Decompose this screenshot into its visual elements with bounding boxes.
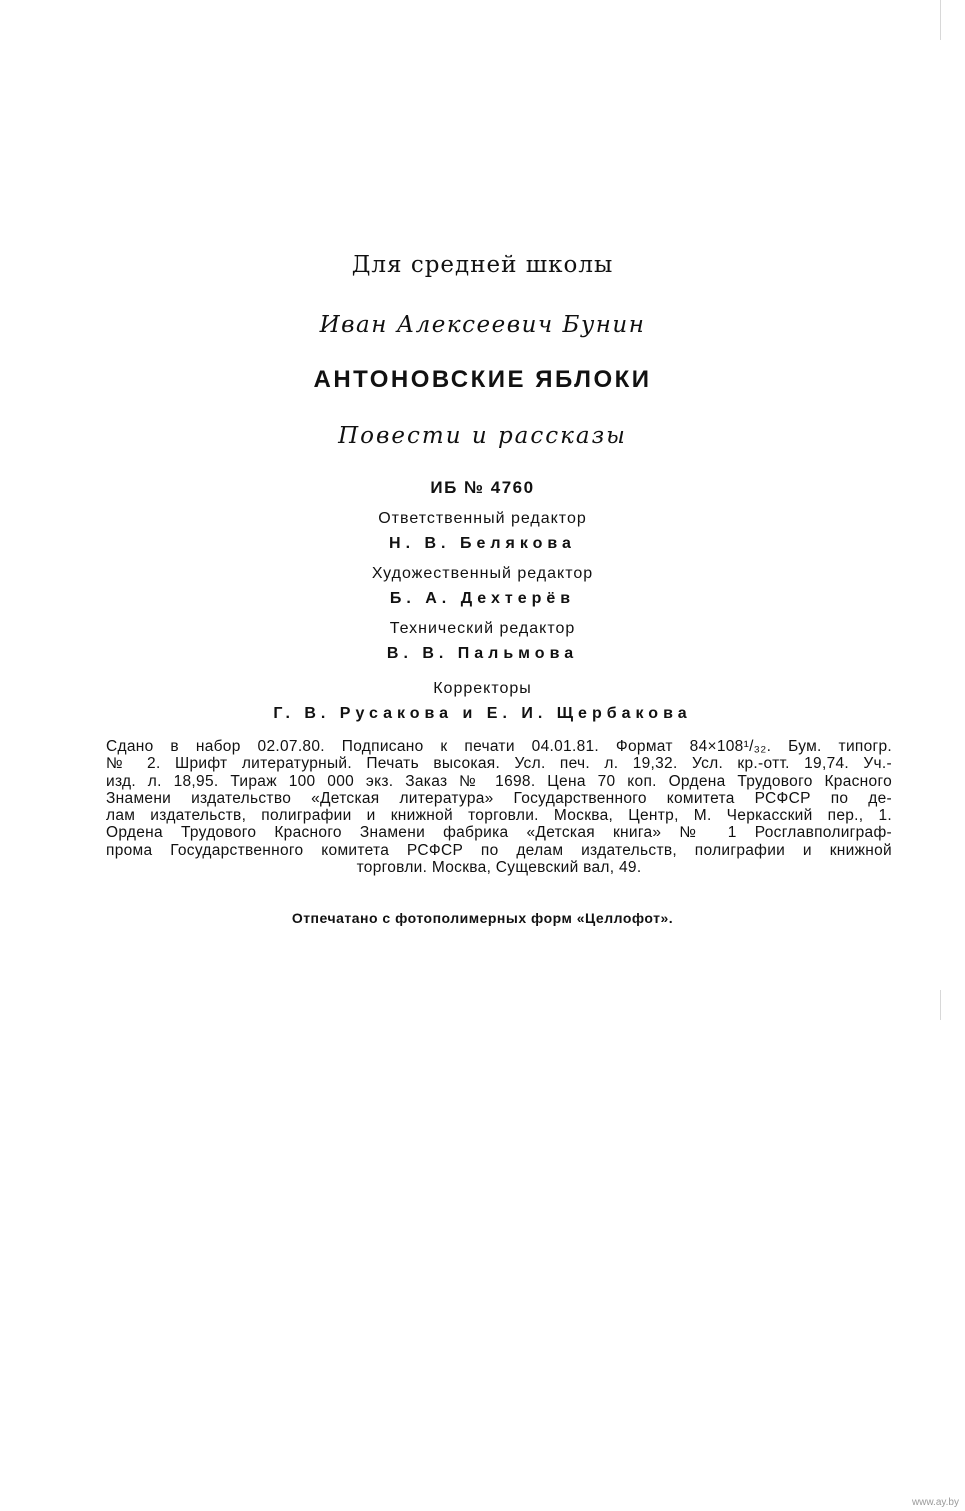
page-edge-mark (940, 0, 941, 40)
responsible-editor-label: Ответственный редактор (378, 510, 587, 527)
page-edge-mark (940, 990, 941, 1020)
author-name: Иван Алексеевич Бунин (319, 312, 646, 338)
printing-note: Отпечатано с фотополимерных форм «Целлофот». (291, 910, 674, 926)
art-editor-name: Б. А. Дехтерёв (389, 590, 576, 607)
imprint-line: прома Государственного комитета РСФСР по делам издательств, полиграфии и книжной (106, 841, 892, 859)
ib-number: ИБ № 4760 (430, 478, 535, 497)
book-subtitle: Повести и рассказы (338, 423, 627, 449)
responsible-editor-name: Н. В. Белякова (389, 535, 576, 552)
imprint-block (106, 738, 892, 876)
imprint-line: Сдано в набор 02.07.80. Подписано к печати 04.01.81. Формат 84×108¹/₃₂. Бум. типогр. (106, 738, 892, 755)
book-title: АНТОНОВСКИЕ ЯБЛОКИ (313, 366, 652, 393)
imprint-line: Знамени издательство «Детская литература» Государственного комитета РСФСР по де- (106, 789, 892, 807)
imprint-line: лам издательств, полиграфии и книжной торговли. Москва, Центр, М. Черкасский пер., 1. (106, 807, 892, 825)
imprint-line: изд. л. 18,95. Тираж 100 000 экз. Заказ № 1698. Цена 70 коп. Ордена Трудового Красного (106, 772, 892, 790)
proofreaders-names: Г. В. Русакова и Е. И. Щербакова (273, 705, 692, 722)
art-editor-label: Художественный редактор (371, 565, 594, 582)
proofreaders-label: Корректоры (433, 680, 532, 697)
imprint-line: Ордена Трудового Красного Знамени фабрика «Детская книга» № 1 Росглавполиграф- (106, 824, 892, 842)
series-line: Для средней школы (351, 252, 614, 278)
imprint-line: торговли. Москва, Сущевский вал, 49. (356, 859, 642, 877)
source-watermark: www.ay.by (911, 1497, 959, 1508)
technical-editor-label: Технический редактор (389, 620, 576, 637)
imprint-line: № 2. Шрифт литературный. Печать высокая. Усл. печ. л. 19,32. Усл. кр.-отт. 19,74. Уч.- (106, 755, 892, 773)
technical-editor-name: В. В. Пальмова (386, 645, 579, 662)
